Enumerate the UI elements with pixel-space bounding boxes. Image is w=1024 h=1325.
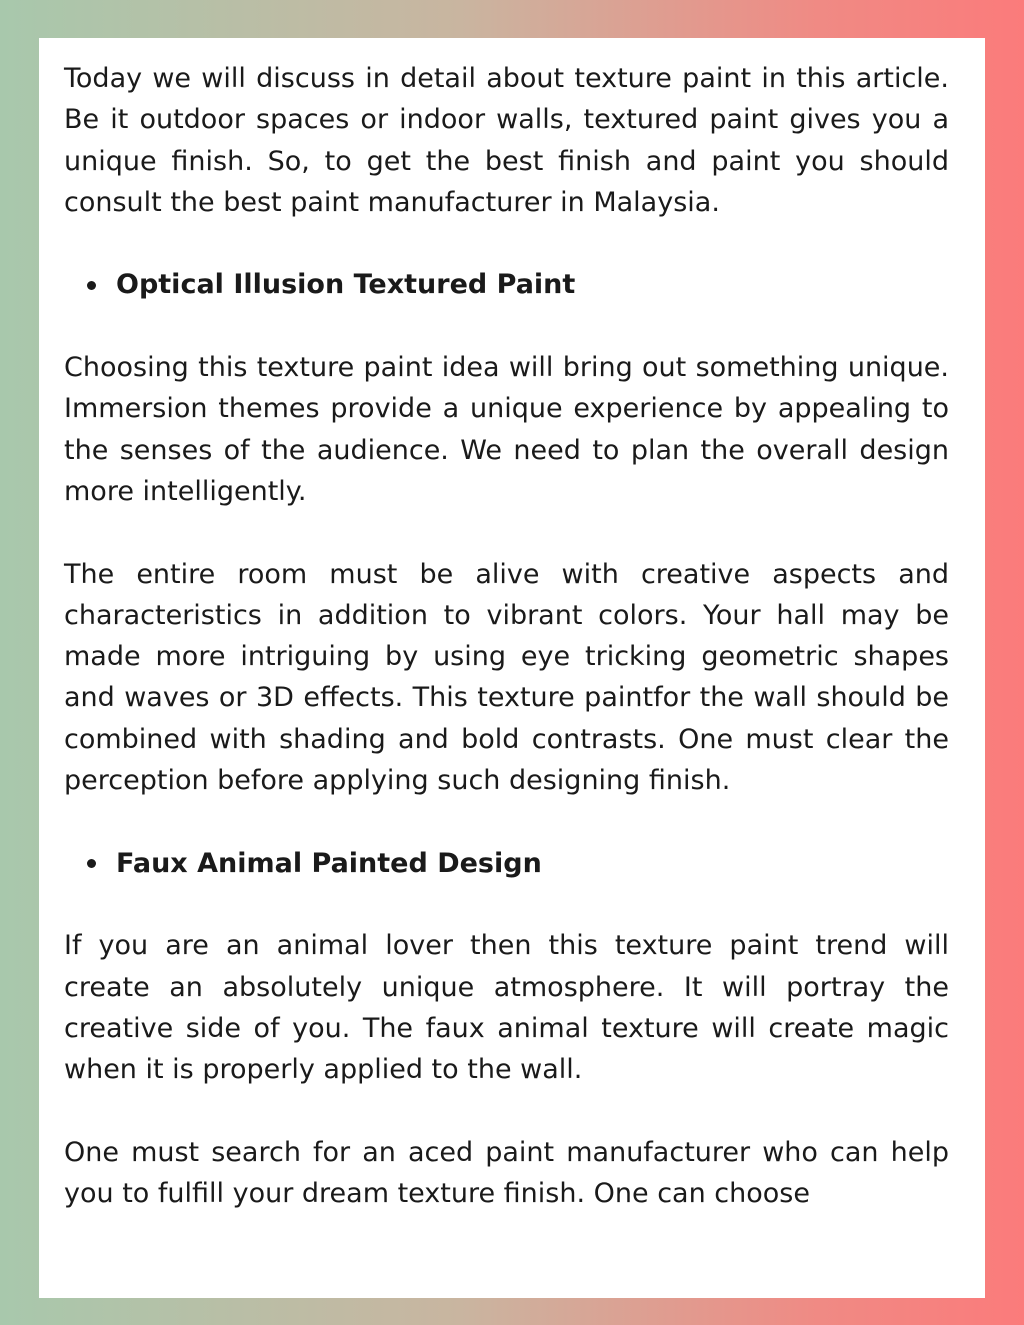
faux-paragraph-2: One must search for an aced paint manufacturer who can help you to fulfill your dream texture finish. One can choose xyxy=(64,1136,949,1210)
section-heading-optical-illusion xyxy=(64,264,949,305)
section-heading-faux-animal xyxy=(64,843,949,884)
spacer xyxy=(64,306,949,347)
intro-paragraph: Today we will discuss in detail about texture paint in this article. Be it outdoor spaces or indoor walls, textured paint gives you a unique finish. So, to get the best finish and paint you should consult the best paint manufacturer in Malaysia. xyxy=(64,63,949,218)
spacer xyxy=(64,1090,949,1131)
article-page xyxy=(39,38,985,1298)
spacer xyxy=(64,512,949,553)
spacer xyxy=(64,884,949,925)
section-heading-text: Optical Illusion Textured Paint xyxy=(116,269,576,301)
spacer xyxy=(64,801,949,842)
bullet-icon xyxy=(87,281,96,290)
bullet-icon xyxy=(87,859,96,868)
section-heading-text: Faux Animal Painted Design xyxy=(116,847,542,879)
spacer xyxy=(64,223,949,264)
faux-paragraph-1: If you are an animal lover then this texture paint trend will create an absolutely unique atmosphere. It will portray the creative side of you. The faux animal texture will create magic when it is properly applied to the wall. xyxy=(64,930,949,1086)
optical-paragraph-2: The entire room must be alive with creative aspects and characteristics in addition to vibrant colors. Your hall may be made more intriguing by using eye tricking geometric shapes and waves or 3D effects. This texture paintfor the wall should be combined with shading and bold contrasts. One must clear the perception before applying such designing finish. xyxy=(64,558,949,797)
optical-paragraph-1: Choosing this texture paint idea will bring out something unique. Immersion themes provide a unique experience by appealing to the senses of the audience. We need to plan the overall design more intelligently. xyxy=(64,352,949,507)
